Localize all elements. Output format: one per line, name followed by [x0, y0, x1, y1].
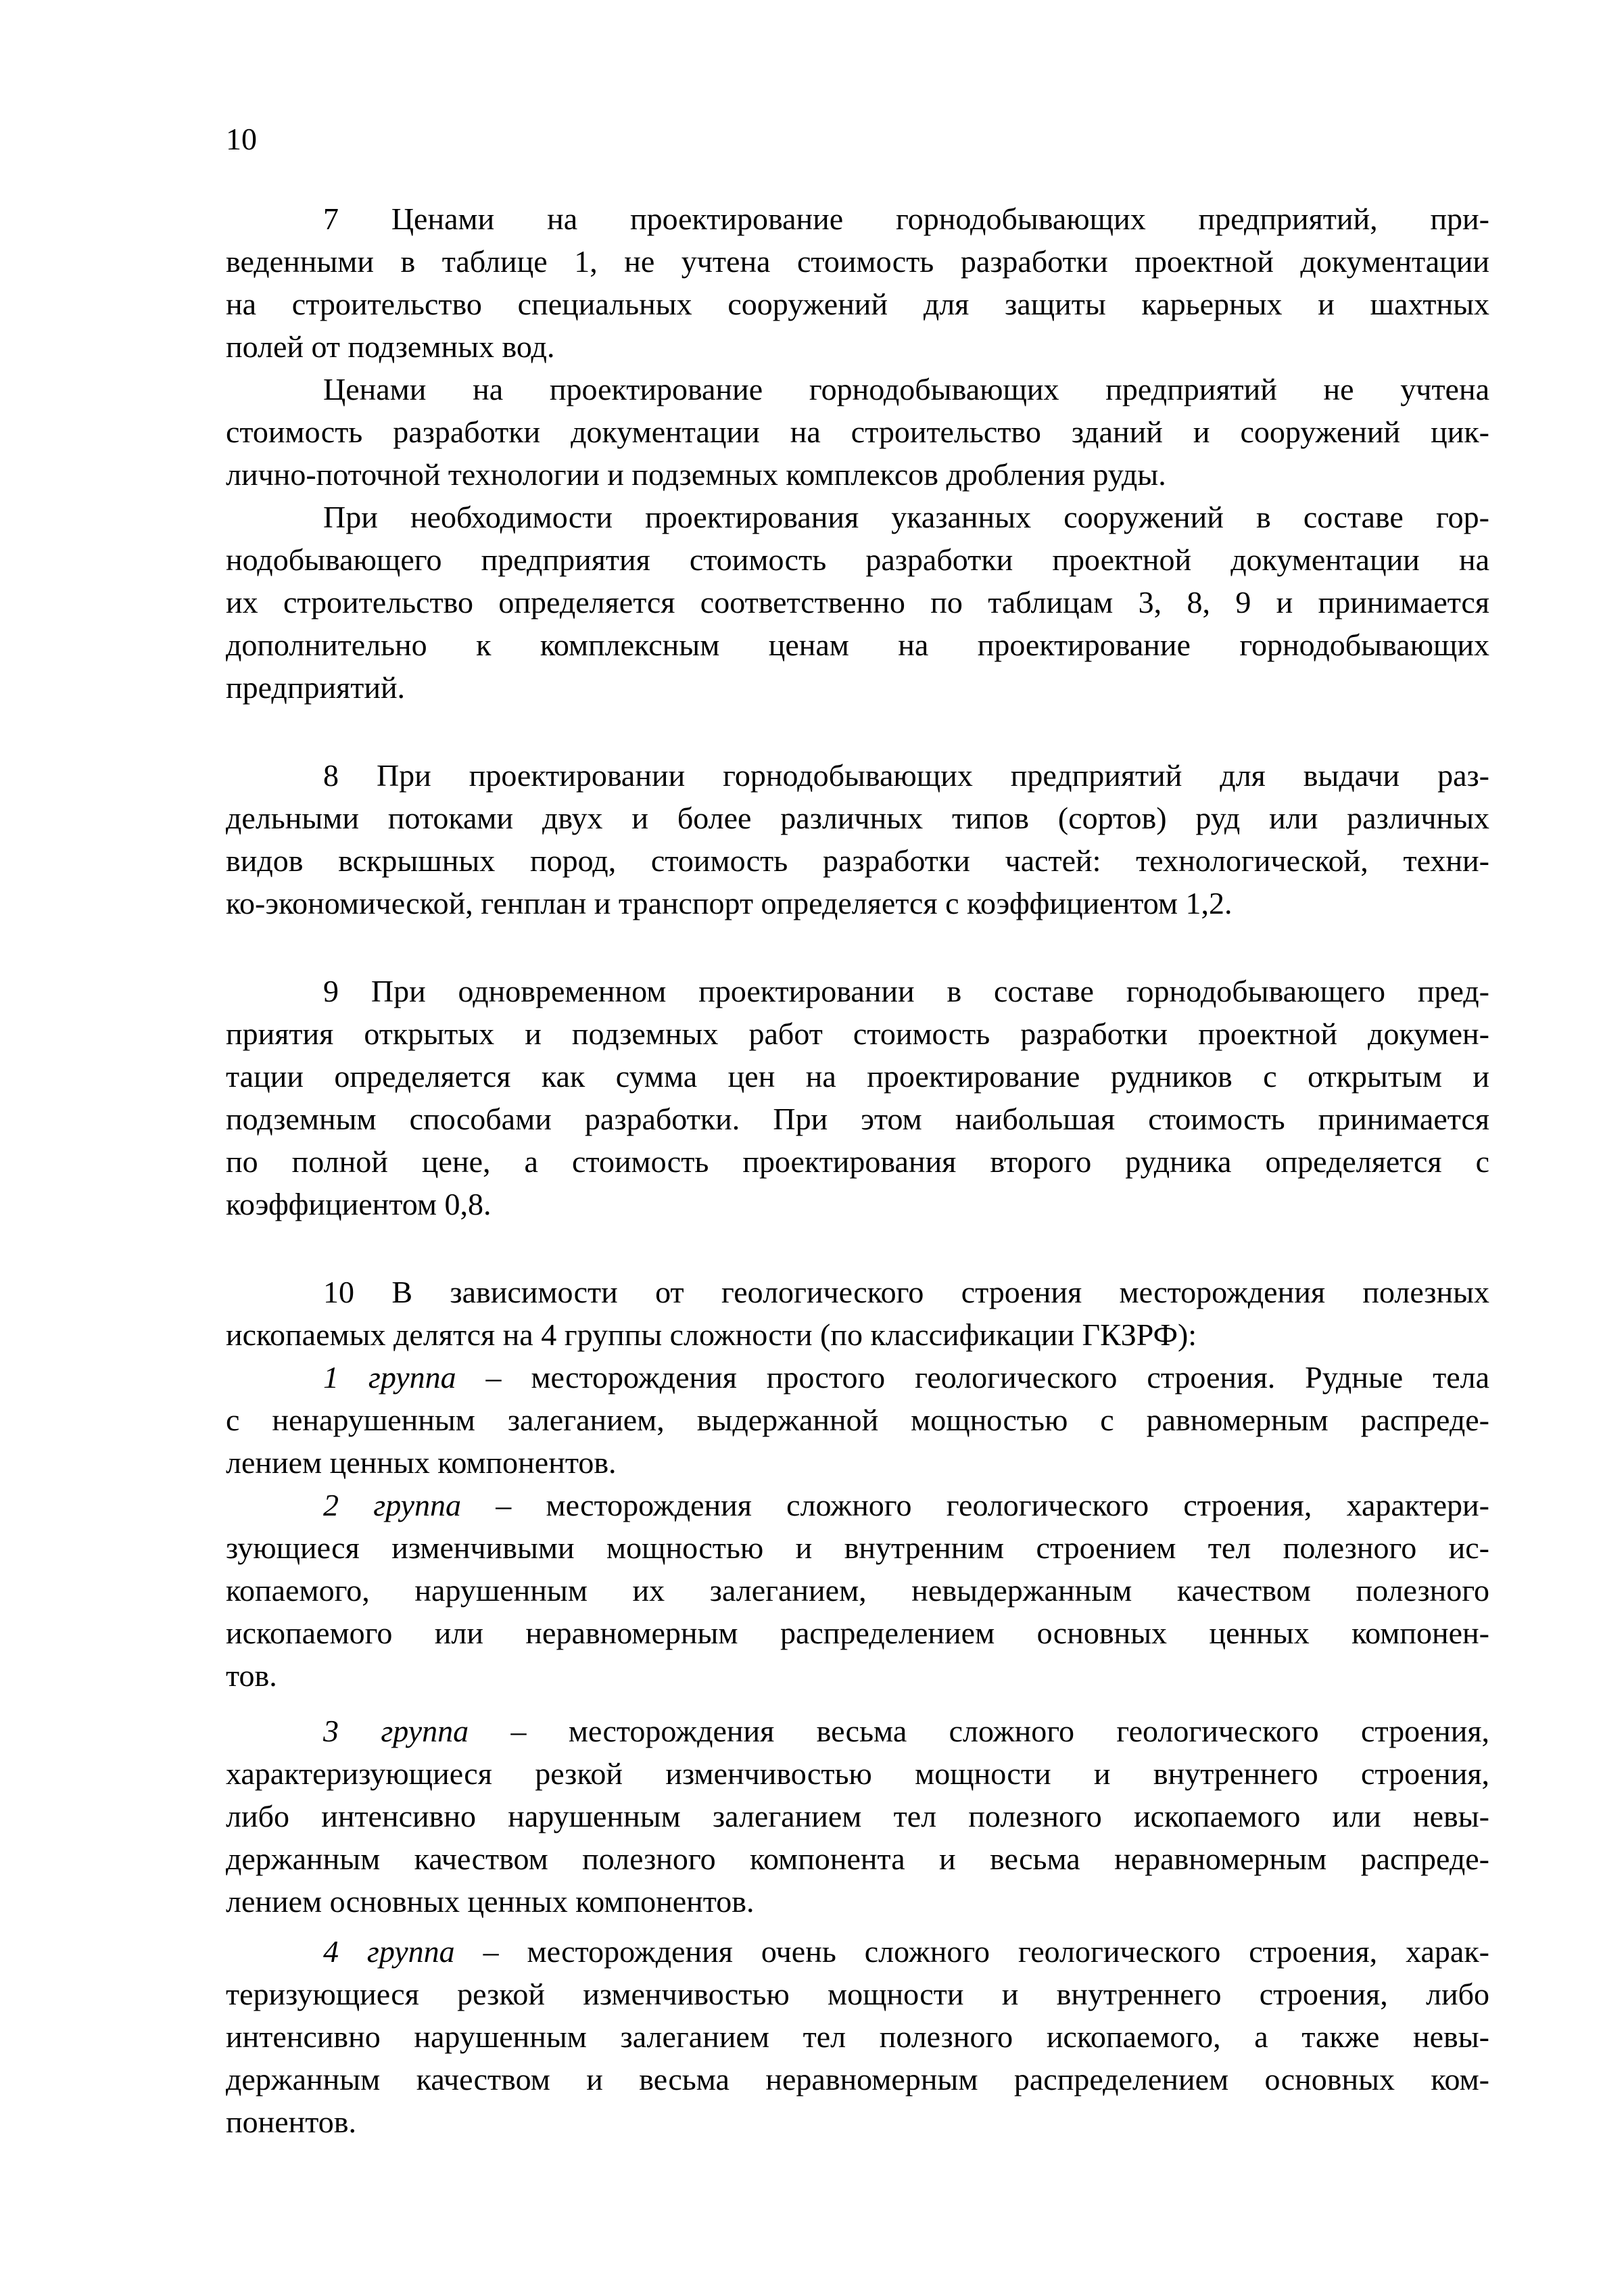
text-line: 8 При проектировании горнодобывающих предприятий для выдачи раз- — [323, 758, 1489, 793]
text-line — [226, 1710, 1489, 1752]
page-number: 10 — [226, 122, 257, 156]
text-line: тов. — [226, 1658, 277, 1693]
group-label: 1 группа — [323, 1360, 456, 1395]
text-line: ко-экономической, генплан и транспорт определяется с коэффициентом 1,2. — [226, 886, 1233, 920]
text-line: ископаемого или неравномерным распределением основных ценных компонен- — [226, 1616, 1489, 1650]
text-line: их строительство определяется соответственно по таблицам 3, 8, 9 и принимается — [226, 585, 1489, 619]
group-label: 4 группа — [323, 1934, 455, 1969]
group-label: 2 группа — [323, 1488, 462, 1522]
text-line: лично-поточной технологии и подземных комплексов дробления руды. — [226, 457, 1166, 492]
paragraph-p8 — [226, 754, 1489, 924]
text-line: теризующиеся резкой изменчивостью мощности и внутреннего строения, либо — [226, 1977, 1489, 2011]
paragraph-g1 — [226, 1356, 1489, 1484]
text-line: держанным качеством и весьма неравномерным распределением основных ком- — [226, 2062, 1489, 2096]
paragraph-g2 — [226, 1484, 1489, 1697]
text-line: лением ценных компонентов. — [226, 1445, 617, 1480]
paragraph-g4 — [226, 1930, 1489, 2143]
group-description: – месторождения очень сложного геологического строения, харак- — [454, 1934, 1489, 1969]
text-line: с ненарушенным залеганием, выдержанной мощностью с равномерным распреде- — [226, 1403, 1489, 1437]
text-line: интенсивно нарушенным залеганием тел полезного ископаемого, а также невы- — [226, 2019, 1489, 2054]
text-line: лением основных ценных компонентов. — [226, 1884, 755, 1919]
document-body — [226, 197, 1489, 2143]
text-line: 7 Ценами на проектирование горнодобывающих предприятий, при- — [323, 202, 1489, 236]
text-line: зующиеся изменчивыми мощностью и внутренним строением тел полезного ис- — [226, 1530, 1489, 1565]
text-line: При необходимости проектирования указанных сооружений в составе гор- — [323, 500, 1489, 534]
paragraph-g3 — [226, 1710, 1489, 1923]
text-line: по полной цене, а стоимость проектирования второго рудника определяется с — [226, 1144, 1489, 1179]
group-description: – месторождения простого геологического строения. Рудные тела — [456, 1360, 1489, 1395]
text-line: держанным качеством полезного компонента и весьма неравномерным распреде- — [226, 1842, 1489, 1876]
text-line: характеризующиеся резкой изменчивостью мощности и внутреннего строения, — [226, 1756, 1489, 1791]
paragraph-p7c — [226, 496, 1489, 709]
text-line: дополнительно к комплексным ценам на проектирование горнодобывающих — [226, 628, 1489, 662]
text-line — [226, 1356, 1489, 1399]
paragraph-p9 — [226, 970, 1489, 1225]
paragraph-p7b — [226, 368, 1489, 496]
text-line: понентов. — [226, 2105, 356, 2139]
group-description: – месторождения весьма сложного геологического строения, — [469, 1714, 1489, 1748]
text-line: 9 При одновременном проектировании в составе горнодобывающего пред- — [323, 974, 1489, 1008]
text-line: веденными в таблице 1, не учтена стоимость разработки проектной документации — [226, 244, 1489, 279]
text-line: стоимость разработки документации на строительство зданий и сооружений цик- — [226, 415, 1489, 449]
text-line: полей от подземных вод. — [226, 329, 555, 364]
text-line — [226, 1484, 1489, 1526]
text-line: ископаемых делятся на 4 группы сложности (по классификации ГКЗРФ): — [226, 1317, 1197, 1352]
text-line: тации определяется как сумма цен на проектирование рудников с открытым и — [226, 1059, 1489, 1094]
group-label: 3 группа — [323, 1714, 469, 1748]
text-line: дельными потоками двух и более различных типов (сортов) руд или различных — [226, 801, 1489, 835]
group-description: – месторождения сложного геологического строения, характери- — [461, 1488, 1489, 1522]
paragraph-p10 — [226, 1271, 1489, 1356]
text-line: видов вскрышных пород, стоимость разработки частей: технологической, техни- — [226, 843, 1489, 878]
text-line: предприятий. — [226, 670, 406, 705]
text-line: подземным способами разработки. При этом наибольшая стоимость принимается — [226, 1102, 1489, 1136]
text-line: на строительство специальных сооружений для защиты карьерных и шахтных — [226, 287, 1489, 321]
text-line — [226, 1930, 1489, 1973]
text-line: приятия открытых и подземных работ стоимость разработки проектной докумен- — [226, 1016, 1489, 1051]
text-line: либо интенсивно нарушенным залеганием тел полезного ископаемого или невы- — [226, 1799, 1489, 1833]
text-line: 10 В зависимости от геологического строения месторождения полезных — [323, 1275, 1489, 1309]
text-line: коэффициентом 0,8. — [226, 1187, 492, 1221]
text-line: копаемого, нарушенным их залеганием, невыдержанным качеством полезного — [226, 1573, 1489, 1608]
text-line: Ценами на проектирование горнодобывающих предприятий не учтена — [323, 372, 1489, 406]
paragraph-p7 — [226, 197, 1489, 368]
text-line: нодобывающего предприятия стоимость разработки проектной документации на — [226, 542, 1489, 577]
